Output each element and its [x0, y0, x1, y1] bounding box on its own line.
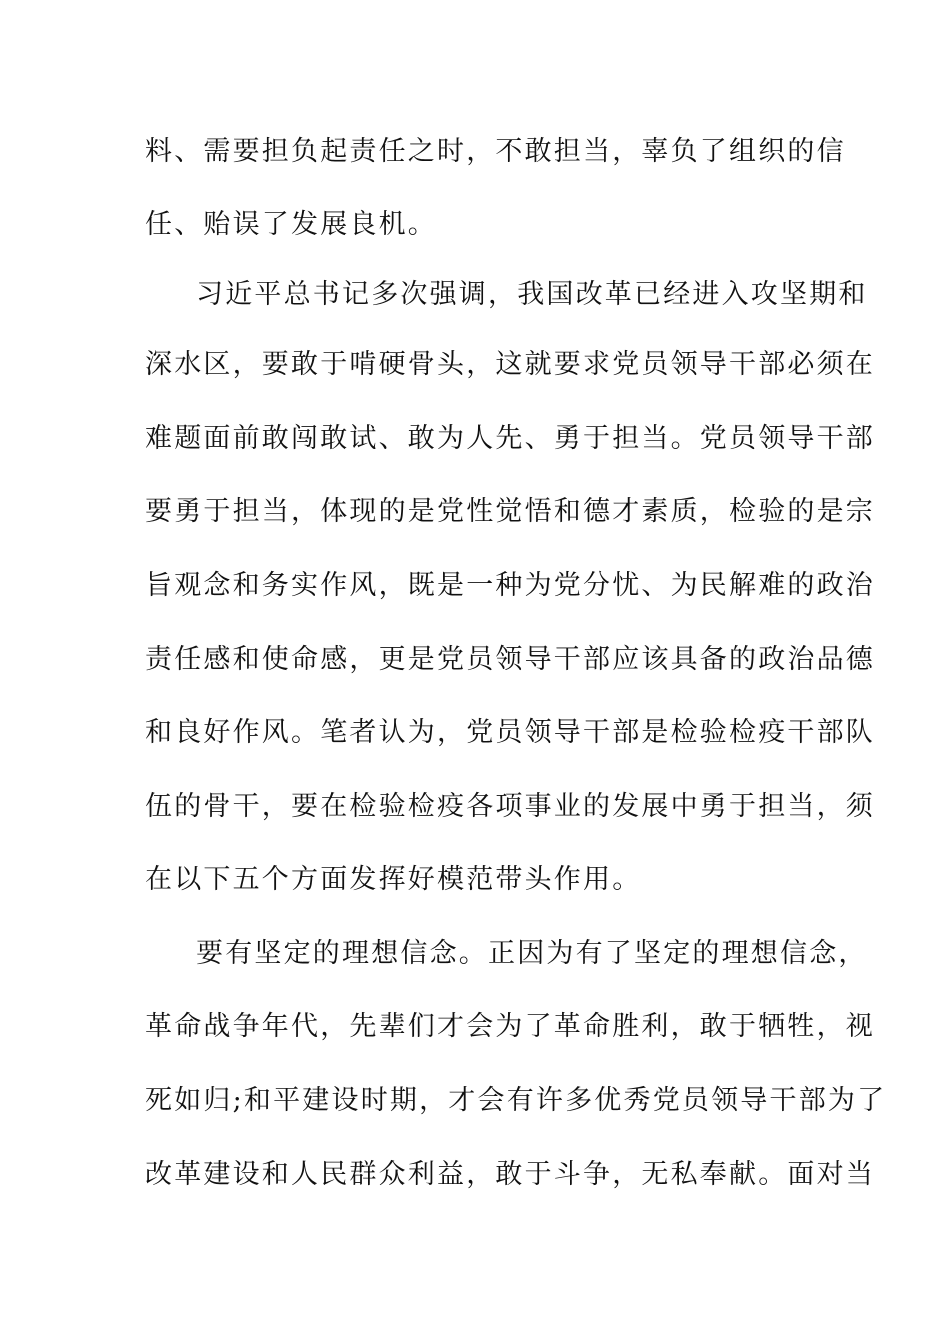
text-line: 深水区，要敢于啃硬骨头，这就要求党员领导干部必须在 — [145, 349, 875, 380]
text-line: 改革建设和人民群众利益，敢于斗争，无私奉献。面对当 — [145, 1159, 875, 1190]
text-line: 料、需要担负起责任之时，不敢担当，辜负了组织的信 — [145, 136, 846, 167]
text-line: 责任感和使命感，更是党员领导干部应该具备的政治品德 — [145, 644, 875, 675]
text-line: 要勇于担当，体现的是党性觉悟和德才素质，检验的是宗 — [145, 496, 875, 527]
text-line: 旨观念和务实作风，既是一种为党分忧、为民解难的政治 — [145, 570, 875, 601]
paragraph-first-line: 要有坚定的理想信念。正因为有了坚定的理想信念， — [196, 938, 868, 969]
text-line: 任、贻误了发展良机。 — [145, 209, 437, 240]
text-line: 难题面前敢闯敢试、敢为人先、勇于担当。党员领导干部 — [145, 423, 875, 454]
text-line: 在以下五个方面发挥好模范带头作用。 — [145, 864, 642, 895]
paragraph-first-line: 习近平总书记多次强调，我国改革已经进入攻坚期和 — [196, 279, 868, 310]
text-line: 伍的骨干，要在检验检疫各项事业的发展中勇于担当，须 — [145, 791, 875, 822]
text-line: 和良好作风。笔者认为，党员领导干部是检验检疫干部队 — [145, 717, 875, 748]
text-line: 死如归;和平建设时期，才会有许多优秀党员领导干部为了 — [145, 1085, 887, 1116]
text-line: 革命战争年代，先辈们才会为了革命胜利，敢于牺牲，视 — [145, 1011, 875, 1042]
